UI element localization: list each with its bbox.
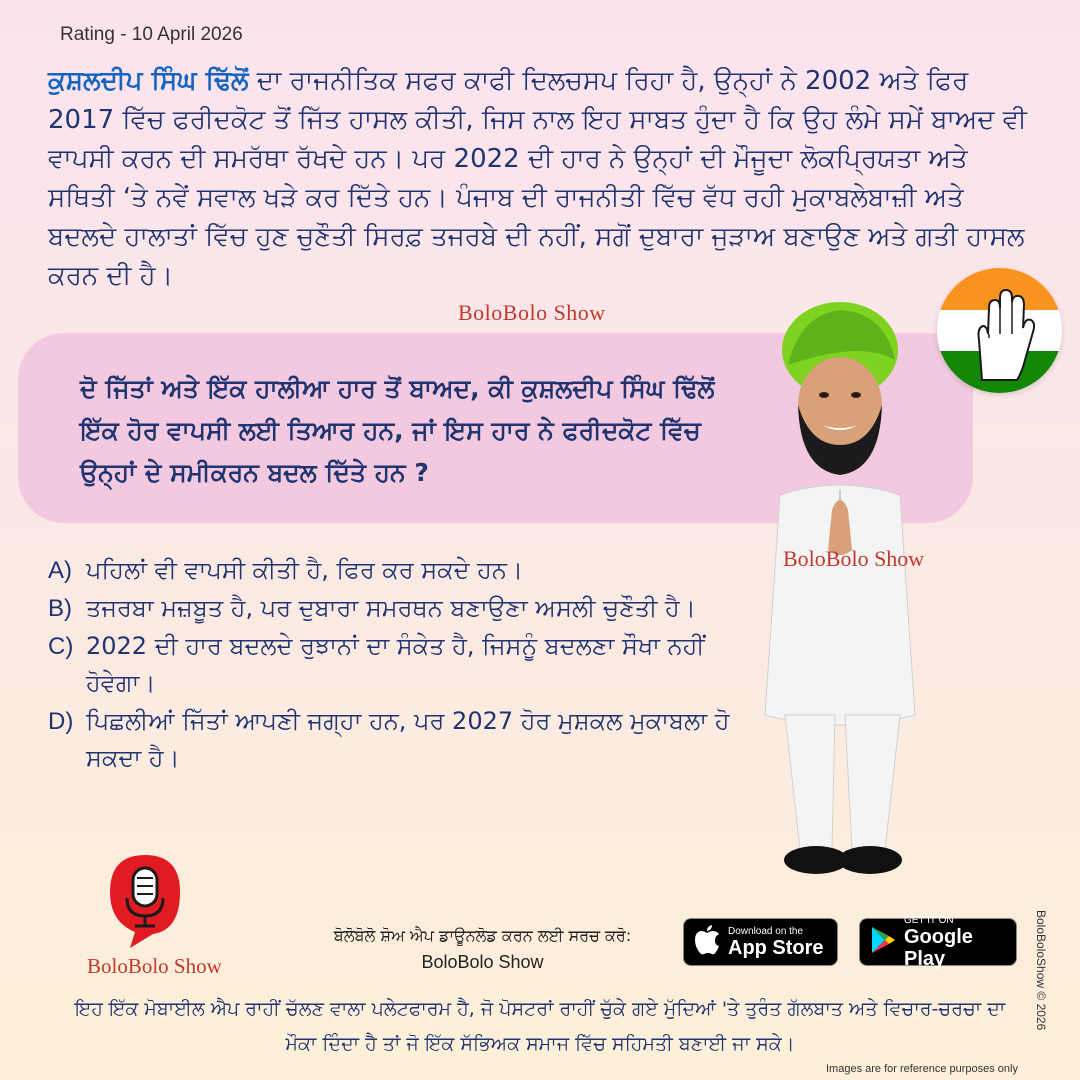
options-list bbox=[48, 552, 748, 778]
option-letter: D) bbox=[48, 708, 74, 735]
search-line-text: ਬੋਲੋਬੋਲੋ ਸ਼ੋਅ ਐਪ ਡਾਊਨਲੋਡ ਕਰਨ ਲਈ ਸਰਚ ਕਰੋ: bbox=[333, 926, 632, 945]
intro-paragraph bbox=[48, 62, 1038, 296]
question-text: ਦੋ ਜਿੱਤਾਂ ਅਤੇ ਇੱਕ ਹਾਲੀਆ ਹਾਰ ਤੋਂ ਬਾਅਦ, ਕੀ ਕੁਸ਼ਲਦੀਪ ਸਿੰਘ ਢਿੱਲੋਂ ਇੱਕ ਹੋਰ ਵਾਪਸੀ ਲਈ ਤਿਆਰ ਹਨ, ਜਾਂ ਇਸ ਹਾਰ ਨੇ ਫਰੀਦਕੋਟ ਵਿੱਚ ਉਨ੍ਹਾਂ ਦੇ ਸਮੀਕਰਨ ਬਦਲ ਦਿੱਤੇ ਹਨ ? bbox=[80, 374, 715, 487]
option-text: ਪਿਛਲੀਆਂ ਜਿੱਤਾਂ ਆਪਣੀ ਜਗ੍ਹਾ ਹਨ, ਪਰ 2027 ਹੋਰ ਮੁਸ਼ਕਲ ਮੁਕਾਬਲਾ ਹੋ ਸਕਦਾ ਹੈ। bbox=[86, 707, 730, 772]
reference-note: Images are for reference purposes only bbox=[826, 1063, 1018, 1075]
option-letter: C) bbox=[48, 633, 74, 660]
option-letter: A) bbox=[48, 557, 72, 584]
apple-icon bbox=[694, 925, 720, 960]
search-brand: BoloBolo Show bbox=[421, 952, 544, 972]
option-letter: B) bbox=[48, 595, 72, 622]
google-play-small: GET IT ON bbox=[904, 914, 954, 926]
footer-description: ਇਹ ਇੱਕ ਮੋਬਾਈਲ ਐਪ ਰਾਹੀਂ ਚੱਲਣ ਵਾਲਾ ਪਲੇਟਫਾਰਮ ਹੈ, ਜੋ ਪੋਸਟਰਾਂ ਰਾਹੀਂ ਚੁੱਕੇ ਗਏ ਮੁੱਦਿਆਂ 'ਤੇ ਤੁਰੰਤ ਗੱਲਬਾਤ ਅਤੇ ਵਿਚਾਰ-ਚਰਚਾ ਦਾ ਮੌਕਾ ਦਿੰਦਾ ਹੈ ਤਾਂ ਜੋ ਇੱਕ ਸੱਭਿਅਕ ਸਮਾਜ ਵਿੱਚ ਸਹਿਮਤੀ ਬਣਾਈ ਜਾ ਸਕੇ। bbox=[74, 998, 1006, 1055]
watermark-person: BoloBolo Show bbox=[783, 546, 925, 571]
option-b[interactable] bbox=[48, 590, 748, 627]
option-c[interactable] bbox=[48, 628, 748, 702]
app-store-big: App Store bbox=[728, 936, 824, 959]
intro-text: ਦਾ ਰਾਜਨੀਤਿਕ ਸਫਰ ਕਾਫੀ ਦਿਲਚਸਪ ਰਿਹਾ ਹੈ, ਉਨ੍ਹਾਂ ਨੇ 2002 ਅਤੇ ਫਿਰ 2017 ਵਿੱਚ ਫਰੀਦਕੋਟ ਤੋਂ ਜਿੱਤ ਹਾਸਲ ਕੀਤੀ, ਜਿਸ ਨਾਲ ਇਹ ਸਾਬਤ ਹੁੰਦਾ ਹੈ ਕਿ ਉਹ ਲੰਮੇ ਸਮੇਂ ਬਾਅਦ ਵੀ ਵਾਪਸੀ ਕਰਨ ਦੀ ਸਮਰੱਥਾ ਰੱਖਦੇ ਹਨ। ਪਰ 2022 ਦੀ ਹਾਰ ਨੇ ਉਨ੍ਹਾਂ ਦੀ ਮੌਜੂਦਾ ਲੋਕਪ੍ਰਿਯਤਾ ਅਤੇ ਸਥਿਤੀ ‘ਤੇ ਨਵੇਂ ਸਵਾਲ ਖੜੇ ਕਰ ਦਿੱਤੇ ਹਨ। ਪੰਜਾਬ ਦੀ ਰਾਜਨੀਤੀ ਵਿੱਚ ਵੱਧ ਰਹੀ ਮੁਕਾਬਲੇਬਾਜ਼ੀ ਅਤੇ ਬਦਲਦੇ ਹਾਲਾਤਾਂ ਵਿੱਚ ਹੁਣ ਚੁਣੌਤੀ ਸਿਰਫ਼ ਤਜਰਬੇ ਦੀ ਨਹੀਂ, ਸਗੋਂ ਦੁਬਾਰਾ ਜੁੜਾਅ ਬਣਾਉਣ ਅਤੇ ਗਤੀ ਹਾਸਲ ਕਰਨ ਦੀ ਹੈ। bbox=[48, 66, 1027, 291]
option-text: 2022 ਦੀ ਹਾਰ ਬਦਲਦੇ ਰੁਝਾਨਾਂ ਦਾ ਸੰਕੇਤ ਹੈ, ਜਿਸਨੂੰ ਬਦਲਣਾ ਸੌਖਾ ਨਹੀਂ ਹੋਵੇਗਾ। bbox=[86, 632, 705, 697]
logo-text: BoloBolo Show bbox=[87, 954, 222, 978]
watermark-top: BoloBolo Show bbox=[458, 300, 606, 325]
search-instruction bbox=[300, 922, 665, 976]
app-store-small: Download on the bbox=[728, 925, 804, 937]
politician-caricature bbox=[740, 295, 980, 895]
option-d[interactable] bbox=[48, 703, 748, 777]
option-text: ਪਹਿਲਾਂ ਵੀ ਵਾਪਸੀ ਕੀਤੀ ਹੈ, ਫਿਰ ਕਰ ਸਕਦੇ ਹਨ। bbox=[86, 556, 524, 584]
option-a[interactable] bbox=[48, 552, 748, 589]
google-play-icon bbox=[870, 926, 896, 959]
google-play-button[interactable] bbox=[859, 914, 1017, 970]
option-text: ਤਜਰਬਾ ਮਜ਼ਬੂਤ ਹੈ, ਪਰ ਦੁਬਾਰਾ ਸਮਰਥਨ ਬਣਾਉਣਾ ਅਸਲੀ ਚੁਣੌਤੀ ਹੈ। bbox=[86, 594, 696, 622]
date-label: Rating - 10 April 2026 bbox=[60, 24, 243, 45]
politician-name: ਕੁਸ਼ਲਦੀਪ ਸਿੰਘ ਢਿੱਲੋਂ bbox=[48, 66, 249, 96]
app-store-button[interactable] bbox=[683, 918, 838, 966]
google-play-big: Google Play bbox=[904, 925, 973, 970]
copyright-text: BoloBoloShow © 2026 bbox=[1034, 910, 1048, 1031]
